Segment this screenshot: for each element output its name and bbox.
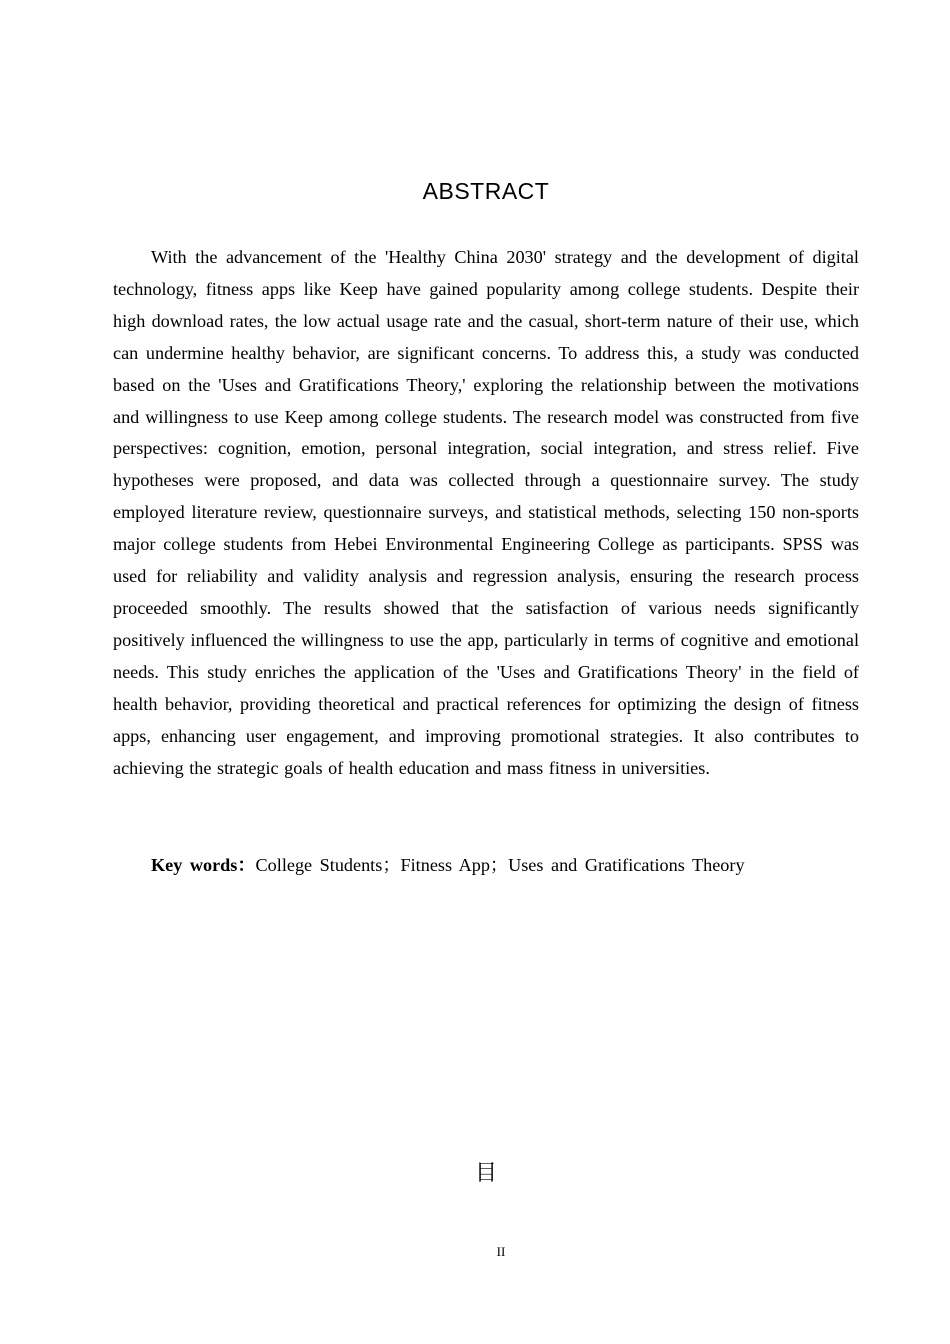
keywords-label: Key words：	[151, 855, 256, 875]
keywords-line	[113, 850, 859, 882]
abstract-body: With the advancement of the 'Healthy China 2030' strategy and the development of digital technology, fitness apps like Keep have gained popularity among college students. Despite their high download rates, the low actual usage rate and the casual, short-term nature of their use, which can undermine healthy behavior, are significant concerns. To address this, a study was conducted based on the 'Uses and Gratifications Theory,' exploring the relationship between the motivations and willingness to use Keep among college students. The research model was constructed from five perspectives: cognition, emotion, personal integration, social integration, and stress relief. Five hypotheses were proposed, and data was collected through a questionnaire survey. The study employed literature review, questionnaire surveys, and statistical methods, selecting 150 non-sports major college students from Hebei Environmental Engineering College as participants. SPSS was used for reliability and validity analysis and regression analysis, ensuring the research process proceeded smoothly. The results showed that the satisfaction of various needs significantly positively influenced the willingness to use the app, particularly in terms of cognitive and emotional needs. This study enriches the application of the 'Uses and Gratifications Theory' in the field of health behavior, providing theoretical and practical references for optimizing the design of fitness apps, enhancing user engagement, and improving promotional strategies. It also contributes to achieving the strategic goals of health education and mass fitness in universities.	[113, 247, 859, 778]
toc-heading: 目	[474, 1161, 497, 1186]
page-number: II	[496, 1244, 506, 1259]
keywords-text: College Students；Fitness App；Uses and Gratifications Theory	[255, 855, 745, 875]
abstract-title: ABSTRACT	[422, 178, 550, 204]
